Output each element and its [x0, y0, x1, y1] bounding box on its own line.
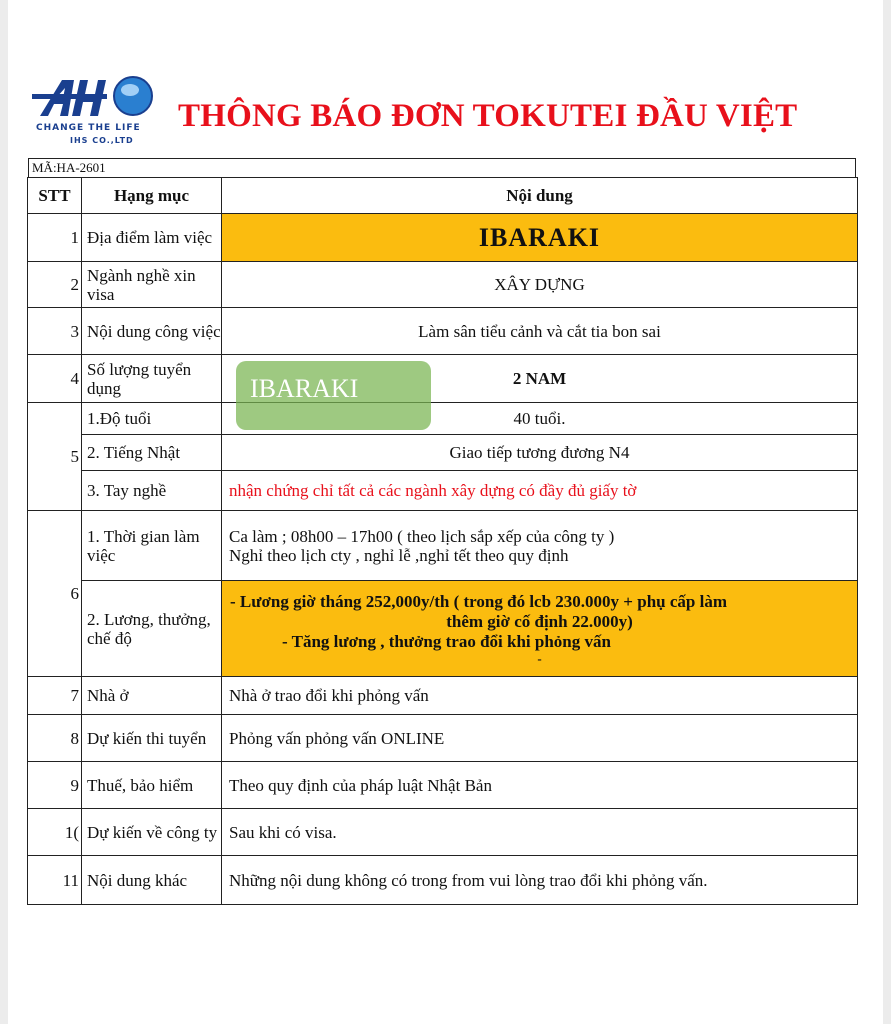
row-category: Dự kiến thi tuyển [82, 715, 222, 762]
table-row [28, 762, 858, 809]
row-content: Nhà ở trao đổi khi phỏng vấn [222, 677, 858, 715]
ibaraki-watermark: IBARAKI [236, 361, 431, 430]
salary-content [222, 581, 858, 677]
row-stt: 1 [28, 214, 82, 262]
row-content: 40 tuổi. [222, 403, 858, 435]
table-row [28, 355, 858, 403]
header-content: Nội dung [222, 178, 858, 214]
row-category: Nội dung khác [82, 856, 222, 905]
row-content: XÂY DỰNG [222, 262, 858, 308]
salary-line: thêm giờ cố định 22.000y) [446, 611, 633, 631]
row-content: Những nội dung không có trong from vui lòng trao đổi khi phỏng vấn. [222, 856, 858, 905]
row-content [222, 511, 858, 581]
row-content: nhận chứng chỉ tất cả các ngành xây dựng có đầy đủ giấy tờ [222, 471, 858, 511]
row-category: Số lượng tuyển dụng [82, 355, 222, 403]
row-stt: 8 [28, 715, 82, 762]
row-category: 1.Độ tuổi [82, 403, 222, 435]
row-category: 2. Lương, thưởng, chế độ [82, 581, 222, 677]
row-stt: 5 [28, 403, 82, 511]
table-row [28, 581, 858, 677]
row-category: Nội dung công việc [82, 308, 222, 355]
row-stt: 6 [28, 511, 82, 677]
work-hours-line: Ca làm ; 08h00 – 17h00 ( theo lịch sắp xếp của công ty ) [229, 526, 615, 546]
row-category: Địa điểm làm việc [82, 214, 222, 262]
salary-line: - Tăng lương , thưởng trao đổi khi phỏng vấn [282, 631, 611, 651]
info-table [27, 177, 858, 905]
table-row [28, 308, 858, 355]
row-category: Nhà ở [82, 677, 222, 715]
table-row [28, 715, 858, 762]
row-stt: 1( [28, 809, 82, 856]
table-row [28, 856, 858, 905]
header-stt: STT [28, 178, 82, 214]
holiday-line: Nghỉ theo lịch cty , nghỉ lễ ,nghỉ tết theo quy định [229, 545, 569, 565]
row-content: Giao tiếp tương đương N4 [222, 435, 858, 471]
row-stt: 4 [28, 355, 82, 403]
location-value: IBARAKI [222, 214, 858, 262]
page-title: THÔNG BÁO ĐƠN TOKUTEI ĐẦU VIỆT [178, 98, 798, 134]
row-stt: 2 [28, 262, 82, 308]
table-row [28, 403, 858, 435]
row-category: 3. Tay nghề [82, 471, 222, 511]
page-edge-left [0, 0, 8, 1024]
row-content: 2 NAM [222, 355, 858, 403]
logo-company: IHS CO.,LTD [70, 136, 134, 145]
logo-slogan: CHANGE THE LIFE [36, 123, 141, 133]
table-header-row [28, 178, 858, 214]
table-row [28, 809, 858, 856]
table-row [28, 214, 858, 262]
header-category: Hạng mục [82, 178, 222, 214]
row-content: Theo quy định của pháp luật Nhật Bản [222, 762, 858, 809]
row-category: Thuế, bảo hiểm [82, 762, 222, 809]
table-row [28, 677, 858, 715]
page-edge-right [883, 0, 891, 1024]
document-code: MÃ:HA-2601 [28, 158, 856, 177]
row-stt: 7 [28, 677, 82, 715]
row-content: Làm sân tiểu cảnh và cắt tia bon sai [222, 308, 858, 355]
globe-icon [114, 77, 152, 115]
table-row [28, 262, 858, 308]
salary-line: - [537, 650, 542, 666]
salary-line: - Lương giờ tháng 252,000y/th ( trong đó lcb 230.000y + phụ cấp làm [230, 591, 727, 611]
row-category: 2. Tiếng Nhật [82, 435, 222, 471]
row-category: Dự kiến về công ty [82, 809, 222, 856]
row-content: Sau khi có visa. [222, 809, 858, 856]
table-row [28, 511, 858, 581]
row-stt: 9 [28, 762, 82, 809]
row-content: Phỏng vấn phỏng vấn ONLINE [222, 715, 858, 762]
table-row [28, 471, 858, 511]
row-stt: 11 [28, 856, 82, 905]
row-category: Ngành nghề xin visa [82, 262, 222, 308]
row-category: 1. Thời gian làm việc [82, 511, 222, 581]
logo-letters [32, 80, 107, 116]
row-stt: 3 [28, 308, 82, 355]
table-row [28, 435, 858, 471]
